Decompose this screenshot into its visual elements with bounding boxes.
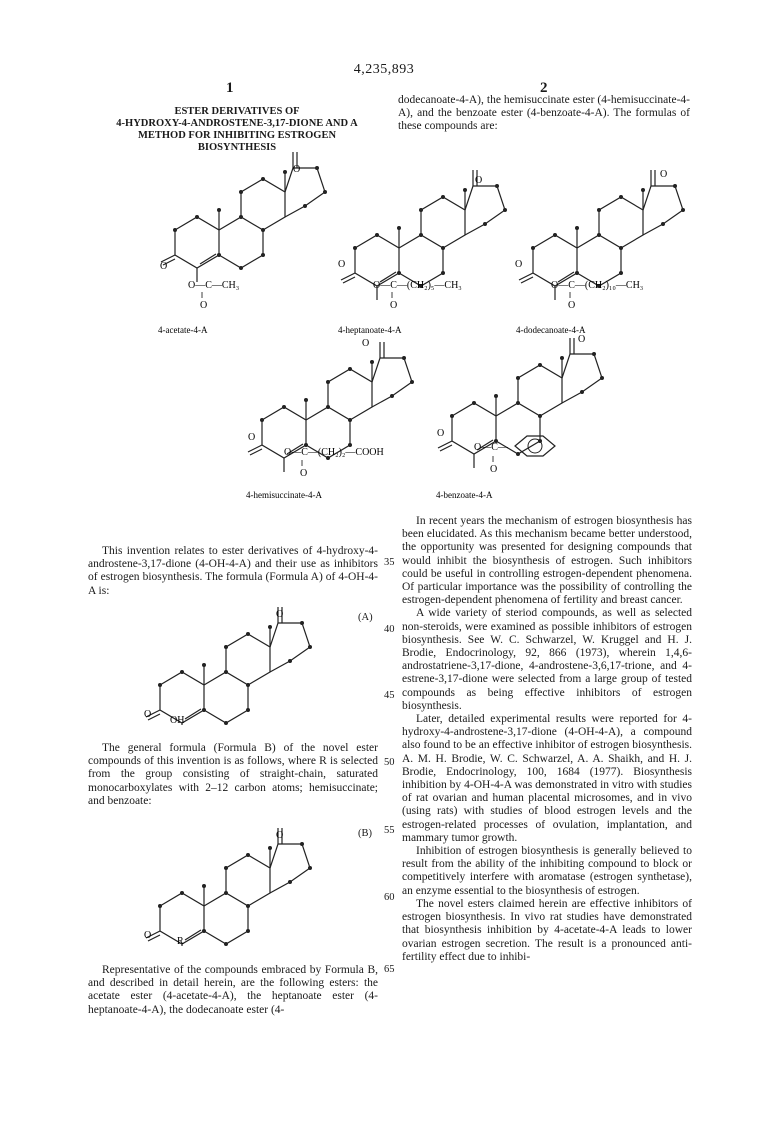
atom-label: O (200, 300, 208, 311)
atom-label: O (144, 709, 152, 720)
right-paragraph-5: The novel esters claimed herein are effective inhibitors of estrogen biosynthesis. In vivo rat studies have demonstrated that biosynthesis inhibition by 4-acetate-4-A leads to lower ovarian estrogen secretion. The result is a pronounced anti-fertility effect due to inhibi- (402, 897, 692, 963)
svg-text:‖: ‖ (492, 455, 495, 464)
formula-a-structure (130, 605, 380, 725)
substituent-label: O—C—CH₃ (188, 280, 240, 291)
line-number: 40 (384, 624, 395, 635)
atom-label: O (248, 432, 256, 443)
left-paragraph-1: This invention relates to ester derivatives of 4-hydroxy-4-androstene-3,17-dione (4-OH-4-A) and their use as inhibitors of estrogen biosynthesis. The formula (Formula A) of 4-OH-4-A is: (88, 545, 378, 597)
patent-number: 4,235,893 (353, 62, 415, 77)
compound-label: 4-heptanoate-4-A (338, 325, 402, 335)
atom-label: O (437, 428, 445, 439)
atom-label: O (144, 930, 152, 941)
atom-label: O (660, 169, 668, 180)
atom-label: O (338, 259, 346, 270)
atom-label: O (300, 468, 308, 479)
benzene-aromatic-circle (528, 439, 542, 453)
atom-label: O (276, 830, 284, 841)
line-number: 55 (384, 825, 395, 836)
compound-label: 4-acetate-4-A (158, 325, 208, 335)
atom-label: O (390, 300, 398, 311)
svg-text:‖: ‖ (201, 291, 204, 300)
structure-4-benzoate-4-A (436, 334, 604, 500)
atom-label: O (293, 164, 301, 175)
right-column-body (402, 515, 692, 964)
atom-label: O (276, 609, 284, 620)
structure-4-hemisuccinate-4-A (246, 338, 414, 500)
hydroxyl-label: OH (170, 715, 185, 725)
title-line: BIOSYNTHESIS (197, 142, 277, 153)
svg-text:‖: ‖ (569, 291, 572, 300)
document-title (78, 106, 396, 154)
title-line: METHOD FOR INHIBITING ESTROGEN (137, 130, 337, 141)
left-paragraph-3: Representative of the compounds embraced by Formula B, and described in detail herein, are the following esters: the acetate ester (4-acetate-4-A), the heptanoate ester (4-heptanoate-4-A), the dodecanoate ester (4- (88, 964, 378, 1016)
substituent-label: O—C— (474, 442, 508, 453)
right-paragraph-4: Inhibition of estrogen biosynthesis is generally believed to result from the ability of the inhibiting compound to block or competitively interfere with aromatase (estrogen synthetase), an enzyme essential to the biosynthesis of estrogen. (402, 845, 692, 897)
atom-label: O (515, 259, 523, 270)
title-line: ESTER DERIVATIVES OF (174, 106, 300, 117)
right-paragraph-2: A wide variety of steriod compounds, as well as selected non-steroids, were examined as possible inhibitors of estrogen biosynthesis. See W. C. Schwarzel, W. Kruggel and H. J. Brodie, Endocrinology, 92, 866 (1973), wherein 1,4,6-androstatriene-3,17-dione, 4-androstene-3,6,17-trione, and 4-estrene-3,17-dione were selected from a large group of tested compounds as being effective inhibitors of estrogen biosynthesis. (402, 607, 692, 712)
compounds-figure (0, 150, 768, 510)
right-paragraph-3: Later, detailed experimental results were reported for 4-hydroxy-4-androstene-3,17-dione (4-OH-4-A), a compound also found to be an effective inhibitor of estrogen biosynthesis. A. M. H. Brodie, W. C. Schwarzel, A. A. Shaikh, and H. J. Brodie, Endocrinology, 100, 1684 (1977). Biosynthesis inhibition by 4-OH-4-A was demonstrated in vitro with studies of rat ovarian and human placental microsomes, and in vivo (using rats) with studies of blood estrogen levels and the estrogen-related processes of ovulation, implantation, and mammary tumor growth. (402, 713, 692, 844)
atom-label: O (475, 175, 483, 186)
compound-label: 4-hemisuccinate-4-A (246, 490, 322, 500)
structure-4-acetate-4-A (158, 152, 327, 335)
formula-b-structure (130, 826, 380, 946)
compound-label: 4-benzoate-4-A (436, 490, 493, 500)
atom-label: O (578, 334, 586, 345)
left-paragraph-2: The general formula (Formula B) of the novel ester compounds of this invention is as follows, where R is selected from the group consisting of straight-chain, saturated monocarboxylates with 2–12 carbon atoms; hemisuccinate; and benzoate: (88, 742, 378, 807)
line-number: 45 (384, 690, 395, 701)
compound-label: 4-dodecanoate-4-A (516, 325, 586, 335)
atom-label: O (160, 261, 168, 272)
structure-4-dodecanoate-4-A (515, 169, 685, 335)
r-group-label: R (177, 936, 184, 946)
line-number: 50 (384, 757, 395, 768)
substituent-label: O—C—(CH₂)₁₀—CH₃ (551, 280, 644, 291)
atom-label: O (568, 300, 576, 311)
line-number: 60 (384, 892, 395, 903)
atom-label: O (490, 464, 498, 475)
atom-label: O (362, 338, 370, 349)
title-line: 4-HYDROXY-4-ANDROSTENE-3,17-DIONE AND A (116, 118, 358, 129)
substituent-label: O—C—(CH₂)₂—COOH (284, 447, 384, 458)
formula-a-tag: (A) (358, 612, 373, 623)
substituent-label: O—C—(CH₂)₅—CH₃ (373, 280, 462, 291)
right-paragraph-1: In recent years the mechanism of estrogen biosynthesis has been elucidated. As this mechanism became better understood, the opportunity was presented for designing compounds that would inhibit the biosynthesis of estrogen. Such inhibitors could be useful in controlling estrogen-dependent phenomena. Of particular importance was the possibility of controlling the estrogen-dependent phenomena of fertility and breast cancer. (402, 515, 692, 607)
column-number-right: 2 (540, 80, 548, 96)
structure-4-heptanoate-4-A (338, 170, 507, 335)
top-right-paragraph: dodecanoate-4-A), the hemisuccinate ester (4-hemisuccinate-4-A), and the benzoate ester (4-benzoate-4-A). The formulas of these compounds are: (398, 94, 690, 133)
line-number: 65 (384, 964, 395, 975)
svg-text:‖: ‖ (391, 291, 394, 300)
column-number-left: 1 (226, 80, 234, 96)
formula-b-tag: (B) (358, 828, 372, 839)
svg-text:‖: ‖ (301, 459, 304, 468)
line-number: 35 (384, 557, 395, 568)
